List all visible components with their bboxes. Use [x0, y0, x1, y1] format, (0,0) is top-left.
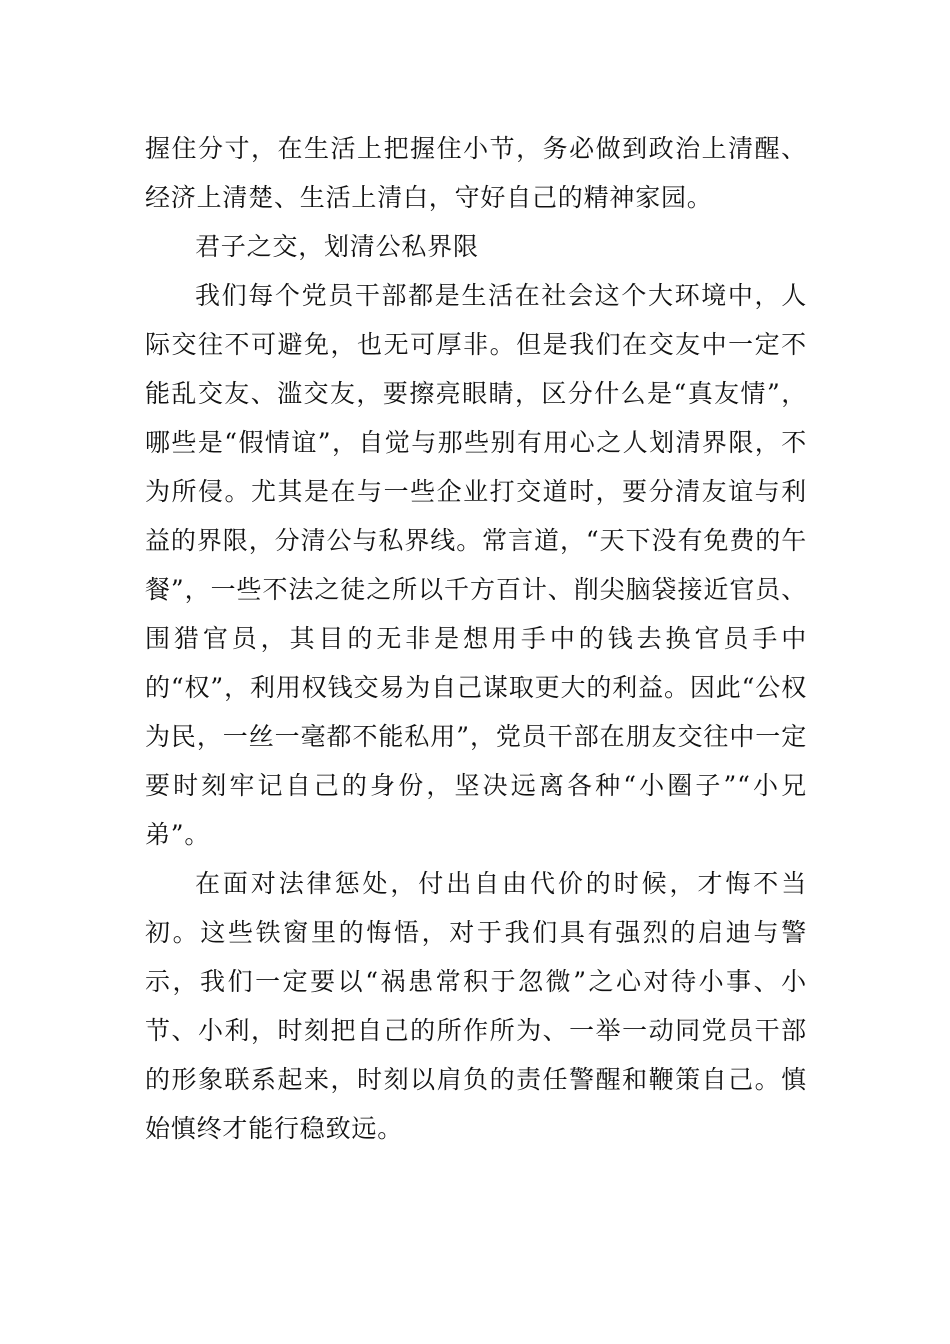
document-body [145, 124, 807, 1153]
paragraph-friendship: 我们每个党员干部都是生活在社会这个大环境中，人际交往不可避免，也无可厚非。但是我们在交友中一定不能乱交友、滥交友，要擦亮眼睛，区分什么是“真友情”，哪些是“假情谊”，自觉与那些别有用心之人划清界限，不为所侵。尤其是在与一些企业打交道时，要分清友谊与利益的界限，分清公与私界线。常言道，“天下没有免费的午餐”，一些不法之徒之所以千方百计、削尖脑袋接近官员、围猎官员，其目的无非是想用手中的钱去换官员手中的“权”，利用权钱交易为自己谋取更大的利益。因此“公权为民，一丝一毫都不能私用”，党员干部在朋友交往中一定要时刻牢记自己的身份，坚决远离各种“小圈子”“小兄弟”。 [145, 281, 807, 849]
paragraph-continued: 握住分寸，在生活上把握住小节，务必做到政治上清醒、经济上清楚、生活上清白，守好自己的精神家园。 [145, 134, 807, 212]
section-heading: 君子之交，划清公私界限 [195, 232, 479, 261]
paragraph-conclusion: 在面对法律惩处，付出自由代价的时候，才悔不当初。这些铁窗里的悔悟，对于我们具有强烈的启迪与警示，我们一定要以“祸患常积于忽微”之心对待小事、小节、小利，时刻把自己的所作所为、一举一动同党员干部的形象联系起来，时刻以肩负的责任警醒和鞭策自己。慎始慎终才能行稳致远。 [145, 869, 807, 1143]
